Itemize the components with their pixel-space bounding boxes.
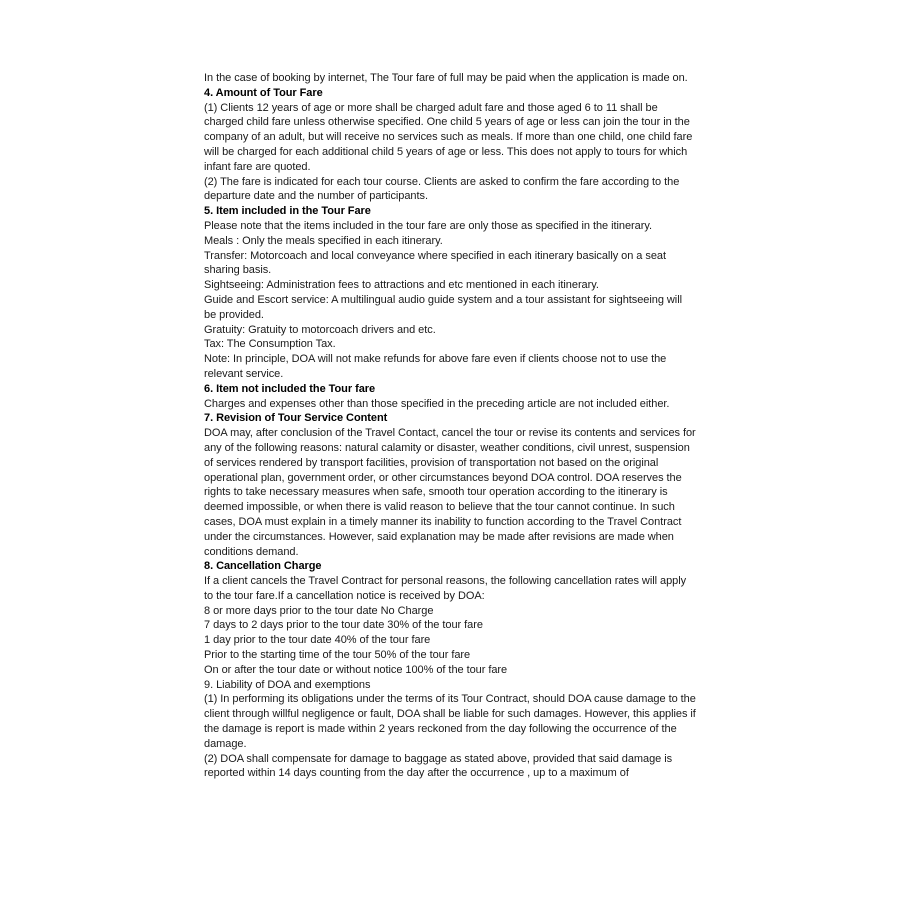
section-4-paragraph-2: (2) The fare is indicated for each tour course. Clients are asked to confirm the fare according to the departure date and the number of participants. [204,175,680,203]
section-6-paragraph-1: Charges and expenses other than those specified in the preceding article are not included either. [204,397,670,410]
cancellation-rate: On or after the tour date or without notice 100% of the tour fare [204,663,508,676]
section-6-heading: 6. Item not included the Tour fare [204,382,376,395]
section-4-paragraph-1: (1) Clients 12 years of age or more shall be charged adult fare and those aged 6 to 11 shall be charged child fare unless otherwise specified. One child 5 years of age or less can join the tour in the company of an adult, but will receive no services such as meals. If more than one child, one child fare will be charged for each additional child 5 years of age or less. This does not apply to tours for which infant fare are quoted. [204,101,693,173]
section-5-item: Please note that the items included in the tour fare are only those as specified in the itinerary. [204,219,652,232]
document-page [204,71,696,781]
section-8-heading: 8. Cancellation Charge [204,560,322,573]
cancellation-rate: Prior to the starting time of the tour 50% of the tour fare [204,649,471,662]
section-8-paragraph-1: If a client cancels the Travel Contract for personal reasons, the following cancellation rates will apply to the tour fare.If a cancellation notice is received by DOA: [204,575,687,602]
section-7-heading: 7. Revision of Tour Service Content [204,412,388,425]
section-5-item: Tax: The Consumption Tax. [204,338,336,351]
cancellation-rate: 1 day prior to the tour date 40% of the tour fare [204,634,431,647]
section-9-paragraph-2: (2) DOA shall compensate for damage to baggage as stated above, provided that said damage is reported within 14 days counting from the day after the occurrence , up to a maximum of [204,752,673,780]
section-7-paragraph-1: DOA may, after conclusion of the Travel Contact, cancel the tour or revise its contents and services for any of the following reasons: natural calamity or disaster, weather conditions, civil unrest, suspension of services rendered by transport facilities, provision of transportation not based on the original operational plan, government order, or other circumstances beyond DOA control. DOA reserves the rights to take necessary measures when safe, smooth tour operation according to the itinerary is deemed impossible, or when there is valid reason to believe that the tour cannot continue. In such cases, DOA must explain in a timely manner its inability to function according to the Travel Contract under the circumstances. However, said explanation may be made after revisions are made when conditions demand. [204,427,696,558]
section-5-heading: 5. Item included in the Tour Fare [204,205,371,218]
section-5-item: Guide and Escort service: A multilingual audio guide system and a tour assistant for sightseeing will be provided. [204,293,682,321]
cancellation-rate: 8 or more days prior to the tour date No Charge [204,604,434,617]
section-5-item: Sightseeing: Administration fees to attractions and etc mentioned in each itinerary. [204,279,599,292]
section-5-item: Gratuity: Gratuity to motorcoach drivers and etc. [204,323,436,336]
section-5-item: Meals : Only the meals specified in each itinerary. [204,234,443,247]
intro-paragraph: In the case of booking by internet, The Tour fare of full may be paid when the application is made on. [204,72,688,84]
cancellation-rate: 7 days to 2 days prior to the tour date 30% of the tour fare [204,619,483,632]
section-5-item: Transfer: Motorcoach and local conveyance where specified in each itinerary basically on a seat sharing basis. [204,249,666,277]
section-9-heading: 9. Liability of DOA and exemptions [204,678,371,691]
section-9-paragraph-1: (1) In performing its obligations under the terms of its Tour Contract, should DOA cause damage to the client through willful negligence or fault, DOA shall be liable for such damages. However, this applies if the damage is report is made within 2 years reckoned from the day following the occurrence of the damage. [204,693,696,750]
section-4-heading: 4. Amount of Tour Fare [204,86,323,99]
section-5-item: Note: In principle, DOA will not make refunds for above fare even if clients choose not to use the relevant service. [204,353,667,380]
